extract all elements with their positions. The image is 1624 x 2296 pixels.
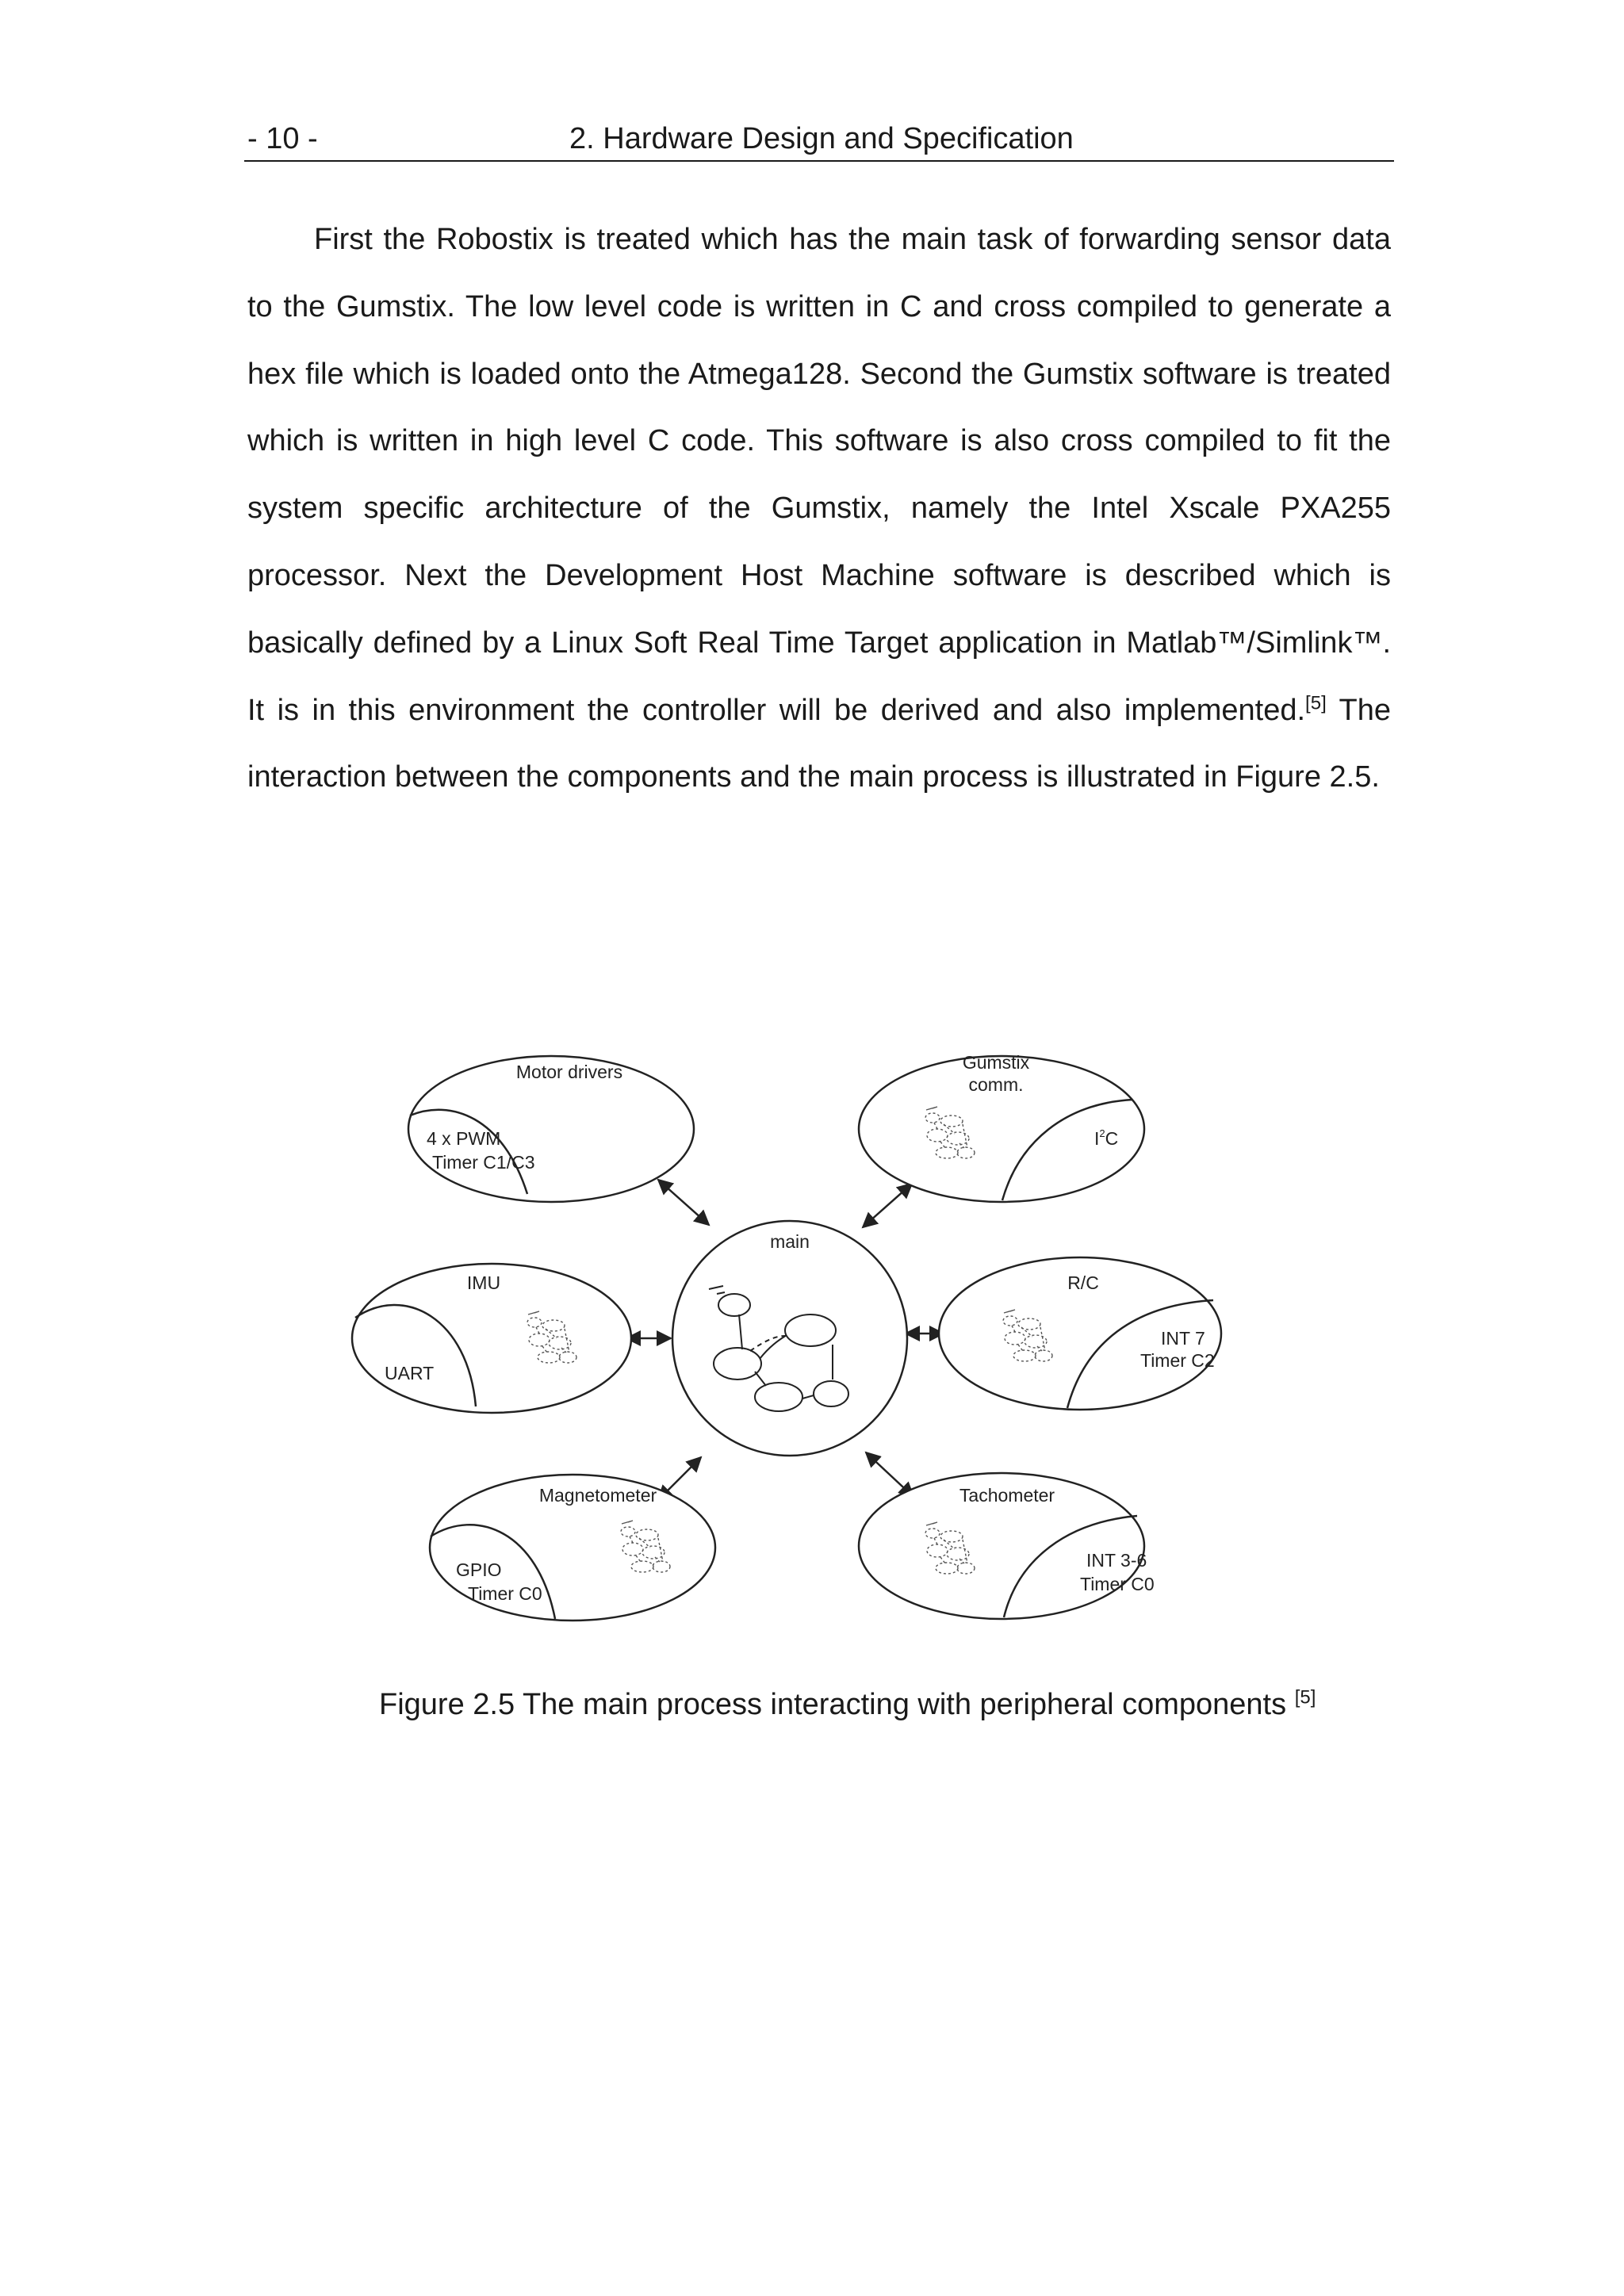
figure-main-process-diagram xyxy=(317,1023,1269,1641)
running-head: 2. Hardware Design and Specification xyxy=(569,122,1074,155)
component-main xyxy=(672,1221,907,1456)
component-imu xyxy=(352,1264,631,1413)
diagram-svg xyxy=(317,1023,1269,1641)
caption-text: Figure 2.5 The main process interacting with peripheral components xyxy=(379,1688,1295,1721)
i2c-base: I xyxy=(1094,1128,1100,1149)
tachometer-title: Tachometer xyxy=(959,1485,1055,1506)
figure-caption xyxy=(379,1681,1410,1728)
component-motor-drivers xyxy=(408,1056,694,1202)
motor-drivers-timer: Timer C1/C3 xyxy=(432,1152,535,1173)
citation-ref: [5] xyxy=(1305,691,1327,714)
gumstix-i2c xyxy=(1094,1127,1118,1149)
tachometer-int: INT 3-6 xyxy=(1086,1550,1147,1571)
main-title: main xyxy=(770,1231,810,1252)
component-magnetometer xyxy=(430,1475,715,1621)
i2c-tail: C xyxy=(1105,1128,1119,1149)
caption-citation: [5] xyxy=(1294,1686,1316,1709)
page-number: - 10 - xyxy=(247,122,318,155)
component-tachometer xyxy=(859,1473,1155,1619)
gumstix-title-line2: comm. xyxy=(968,1074,1024,1095)
connector-motor-drivers xyxy=(658,1180,709,1225)
motor-drivers-pwm: 4 x PWM xyxy=(427,1128,501,1149)
connector-gumstix xyxy=(863,1184,912,1227)
motor-drivers-title: Motor drivers xyxy=(515,1062,623,1082)
gumstix-title-line1: Gumstix xyxy=(962,1052,1030,1073)
body-paragraph xyxy=(247,206,1391,811)
rc-title: R/C xyxy=(1067,1272,1099,1293)
rc-int: INT 7 xyxy=(1161,1328,1205,1349)
tachometer-timer: Timer C0 xyxy=(1080,1574,1155,1594)
imu-title: IMU xyxy=(466,1272,501,1293)
component-gumstix-comm xyxy=(859,1052,1144,1202)
magnetometer-timer: Timer C0 xyxy=(468,1583,542,1604)
component-rc xyxy=(939,1257,1221,1410)
magnetometer-gpio: GPIO xyxy=(456,1559,502,1580)
page-header xyxy=(244,117,1394,162)
connector-tachometer xyxy=(866,1452,914,1497)
magnetometer-title: Magnetometer xyxy=(538,1485,657,1506)
imu-uart: UART xyxy=(385,1363,435,1383)
paragraph-text-continued: The interaction between the components and the main process is illustrated in Figure 2.5. xyxy=(247,693,1391,794)
i2c-sup: 2 xyxy=(1099,1127,1105,1139)
rc-timer: Timer C2 xyxy=(1140,1350,1215,1371)
paragraph-text: First the Robostix is treated which has the main task of forwarding sensor data to the Gumstix. The low level code is written in C and cross compiled to generate a hex file which is loaded onto the Atmega128. Second the Gumstix software is treated which is written in high level C code. This software is also cross compiled to fit the system specific architecture of the Gumstix, namely the Intel Xscale PXA255 processor. Next the Development Host Machine software is described which is basically defined by a Linux Soft Real Time Target application in Matlab™/Simlink™. It is in this environment the controller will be derived and also implemented. xyxy=(247,223,1391,727)
